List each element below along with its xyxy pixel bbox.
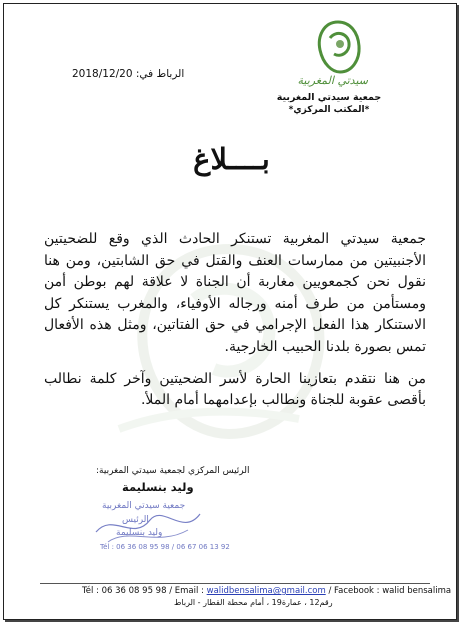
statement-body	[44, 229, 426, 422]
organization-name: جمعية سيدتي المغربية	[276, 92, 382, 103]
footer-email-label: / Email :	[169, 586, 204, 596]
footer-divider	[40, 583, 430, 584]
stamp-line-1: جمعية سيدتي المغربية	[102, 501, 186, 511]
document-page	[3, 3, 457, 620]
stamp-phone: Tél : 06 36 08 95 98 / 06 67 06 13 92	[100, 543, 230, 551]
document-title: بــــلاغ	[193, 142, 270, 176]
footer-email-link[interactable]: walidbensalima@gmail.com	[206, 586, 326, 596]
body-paragraph-2: من هنا نتقدم بتعازينا الحارة لأسر الضحيتين وآخر كلمة نطالب بأقصى عقوبة للجناة ونطالب بإعدامهما أمام الملأ.	[44, 370, 426, 409]
signatory-name: وليد بنسليمة	[122, 480, 194, 494]
footer-phone: Tél : 06 36 08 95 98	[82, 586, 167, 596]
logo-text: سيدتي المغربية	[297, 74, 368, 87]
date-line: الرباط في: 2018/12/20	[72, 68, 185, 80]
signature-title: الرئيس المركزي لجمعية سيدتي المغربية:	[96, 466, 250, 476]
body-paragraph-1: جمعية سيدتي المغربية تستنكر الحادث الذي وقع للضحيتين الأجنبيتين من ممارسات العنف والقتل في حق الشابتين، ومن هنا نقول نحن كجمعويين مغاربة أن الجناة لا علاقة لهم بوطن أمن ومستأمن من طرف أمنه ورجاله الأوفياء، والمغرب يستنكر كل الاستنكار هذا الفعل الإجرامي في حق الفتاتين، ومثل هذه الأفعال تمس بصورة بلدنا الحبيب الخارجية.	[44, 231, 426, 355]
footer-facebook: / Facebook : walid bensalima	[328, 586, 452, 596]
stamp-line-2: الرئيس	[122, 515, 149, 525]
stamp-line-3: وليد بنسليمة	[116, 528, 163, 538]
footer-contacts	[82, 586, 451, 596]
footer-address: رقم12 ، عمارة19 ، أمام محطة القطار - الرباط	[174, 598, 333, 607]
association-logo	[312, 18, 364, 78]
organization-office: *المكتب المركزي*	[288, 105, 370, 115]
